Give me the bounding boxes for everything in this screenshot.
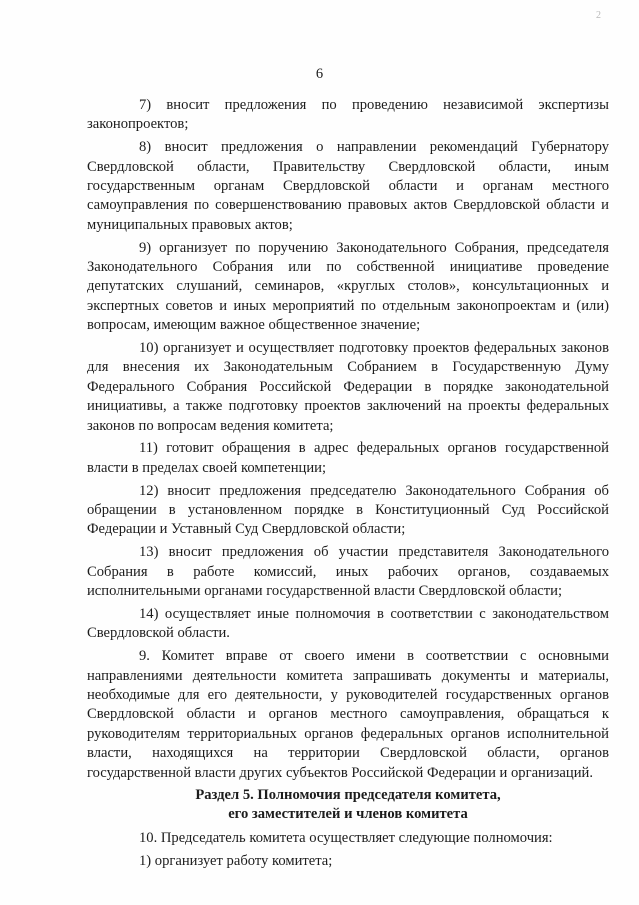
corner-mark: 2 <box>596 10 601 21</box>
paragraph-item-13: 13) вносит предложения об участии представителя Законодательного Собрания в работе комиссий, иных рабочих органов, создаваемых исполнительными органами государственной власти Свердловской области; <box>87 544 609 600</box>
paragraph-item-9: 9) организует по поручению Законодательного Собрания, председателя Законодательного Собрания или по собственной инициативе проведение депутатских слушаний, семинаров, «круглых столов», консультационных и экспертных советов и иных мероприятий по отдельным законопроектам и (или) вопросам, имеющим важное общественное значение; <box>87 239 609 334</box>
paragraph-item-14: 14) осуществляет иные полномочия в соответствии с законодательством Свердловской области. <box>87 605 609 642</box>
paragraph-item-10: 10) организует и осуществляет подготовку проектов федеральных законов для внесения их Законодательным Собранием в Государственную Думу Федерального Собрания Российской Федерации в порядке законодательной инициативы, а также подготовку проектов заключений на проекты федеральных законов по вопросам ведения комитета; <box>87 340 609 434</box>
section-heading-line-2: его заместителей и членов комитета <box>228 805 468 822</box>
paragraph-clause-10-item-1: 1) организует работу комитета; <box>139 852 333 869</box>
paragraph-item-8: 8) вносит предложения о направлении рекомендаций Губернатору Свердловской области, Правительству Свердловской области, иным государственным органам Свердловской области и органам местного самоуправления по совершенствованию правовых актов Свердловской области и муниципальных правовых актов; <box>87 139 609 233</box>
section-heading <box>87 786 609 823</box>
document-body <box>87 96 609 875</box>
page-number: 6 <box>315 66 324 82</box>
paragraph-item-12: 12) вносит предложения председателю Законодательного Собрания об обращении в установленном порядке в Конституционный Суд Российской Федерации и Уставный Суд Свердловской области; <box>87 482 609 538</box>
paragraph-clause-9: 9. Комитет вправе от своего имени в соответствии с основными направлениями деятельности комитета запрашивать документы и материалы, необходимые для его деятельности, у руководителей государственных органов Свердловской области и органов местного самоуправления, обращаться к руководителям территориальных органов федеральных органов исполнительной власти, находящихся на территории Свердловской области, органов государственной власти других субъектов Российской Федерации и организаций. <box>87 648 609 781</box>
paragraph-item-11: 11) готовит обращения в адрес федеральных органов государственной власти в пределах своей компетенции; <box>87 440 609 476</box>
paragraph-clause-10: 10. Председатель комитета осуществляет следующие полномочия: <box>139 830 553 847</box>
paragraph-item-7: 7) вносит предложения по проведению независимой экспертизы законопроектов; <box>87 97 609 133</box>
section-heading-line-1: Раздел 5. Полномочия председателя комитета, <box>195 787 501 804</box>
